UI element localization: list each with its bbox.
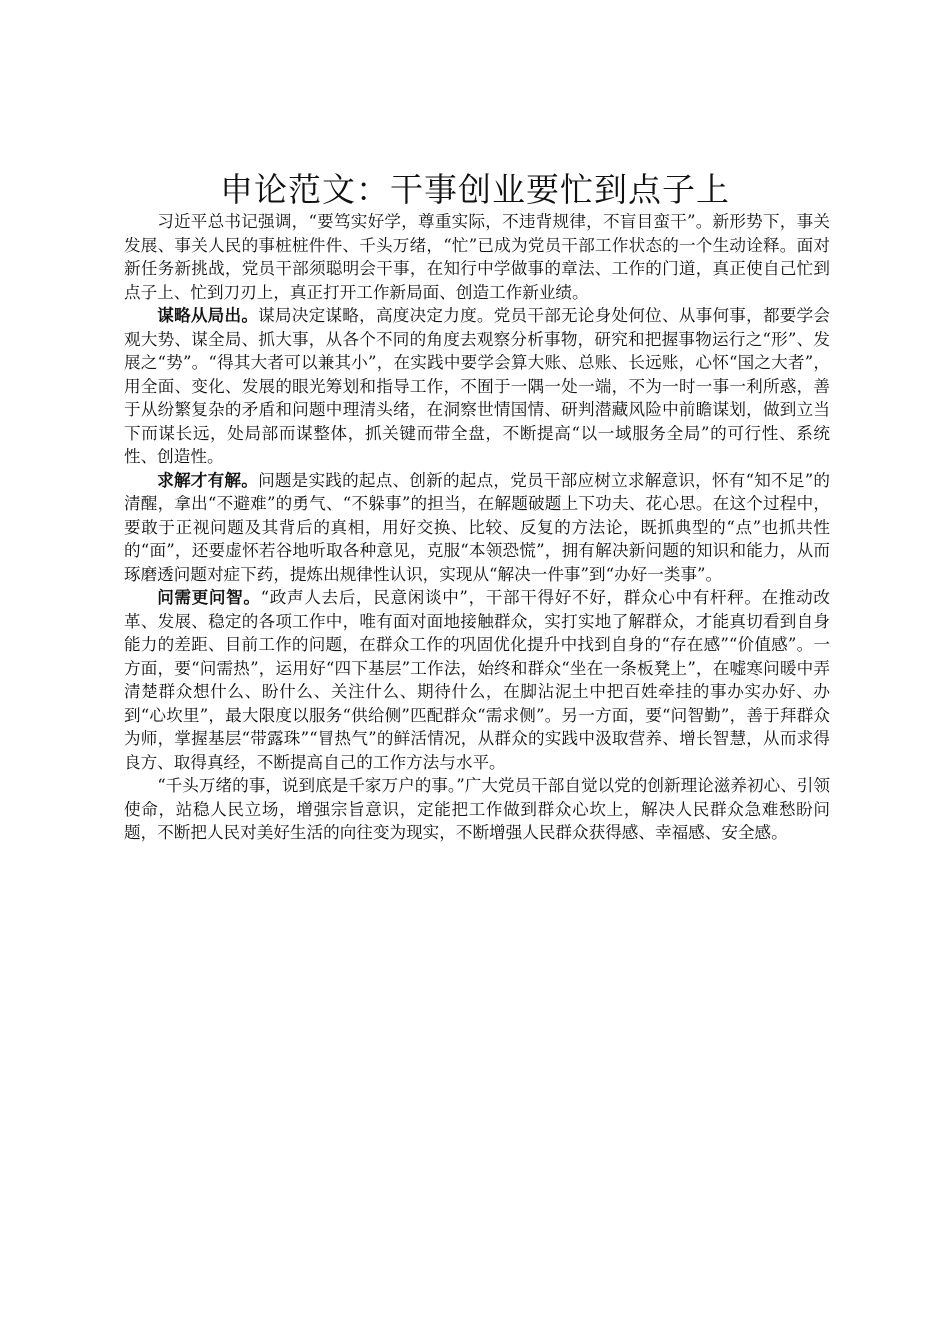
document-title: 申论范文：干事创业要忙到点子上 bbox=[220, 170, 730, 209]
document-body bbox=[124, 210, 830, 845]
paragraph-text: 谋局决定谋略，高度决定力度。党员干部无论身处何位、从事何事，都要学会观大势、谋全局、抓大事，从各个不同的角度去观察分析事物，研究和把握事物运行之“形”、发展之“势”。“得其大者可以兼其小”，在实践中要学会算大账、总账、长远账，心怀“国之大者”，用全面、变化、发展的眼光筹划和指导工作，不囿于一隅一处一端，不为一时一事一利所惑，善于从纷繁复杂的矛盾和问题中理清头绪，在洞察世情国情、研判潜藏风险中前瞻谋划，做到立当下而谋长远，处局部而谋整体，抓关键而带全盘，不断提高“以一域服务全局”的可行性、系统性、创造性。 bbox=[124, 306, 831, 466]
paragraph-strategy bbox=[124, 304, 830, 469]
paragraph-heading: 谋略从局出。 bbox=[157, 305, 259, 325]
paragraph-heading: 问需更问智。 bbox=[157, 587, 261, 607]
paragraph-text: “政声人去后，民意闲谈中”，干部干得好不好，群众心中有杆秤。在推动改革、发展、稳定的各项工作中，唯有面对面地接触群众，实打实地了解群众，才能真切看到自身能力的差距、目前工作的问题，在群众工作的巩固优化提升中找到自身的“存在感”“价值感”。一方面，要“问需热”，运用好“四下基层”工作法，始终和群众“坐在一条板凳上”，在嘘寒问暖中弄清楚群众想什么、盼什么、关注什么、期待什么，在脚沾泥土中把百姓牵挂的事办实办好、办到“心坎里”，最大限度以服务“供给侧”匹配群众“需求侧”。另一方面，要“问智勤”，善于拜群众为师，掌握基层“带露珠”“冒热气”的鲜活情况，从群众的实践中汲取营养、增长智慧，从而求得良方、取得真经，不断提高自己的工作方法与水平。 bbox=[124, 588, 830, 772]
paragraph-conclusion bbox=[124, 774, 830, 845]
paragraph-text: “千头万绪的事，说到底是千家万户的事。”广大党员干部自觉以党的创新理论滋养初心、引领使命，站稳人民立场，增强宗旨意识，定能把工作做到群众心坎上，解决人民群众急难愁盼问题，不断把人民对美好生活的向往变为现实，不断增强人民群众获得感、幸福感、安全感。 bbox=[124, 776, 830, 842]
paragraph-text: 习近平总书记强调，“要笃实好学，尊重实际，不违背规律，不盲目蛮干”。新形势下，事关发展、事关人民的事桩桩件件、千头万绪，“忙”已成为党员干部工作状态的一个生动诠释。面对新任务新挑战，党员干部须聪明会干事，在知行中学做事的章法、工作的门道，真正使自己忙到点子上、忙到刀刃上，真正打开工作新局面、创造工作新业绩。 bbox=[124, 212, 830, 302]
paragraph-heading: 求解才有解。 bbox=[157, 469, 259, 490]
paragraph-text: 问题是实践的起点、创新的起点，党员干部应树立求解意识，怀有“知不足”的清醒，拿出“不避难”的勇气、“不躲事”的担当，在解题破题上下功夫、花心思。在这个过程中，要敢于正视问题及其背后的真相，用好交换、比较、反复的方法论，既抓典型的“点”也抓共性的“面”，还要虚怀若谷地听取各种意见，克服“本领恐慌”，拥有解决新问题的知识和能力，从而琢磨透问题对症下药，提炼出规律性认识，实现从“解决一件事”到“办好一类事”。 bbox=[124, 470, 831, 584]
paragraph-intro bbox=[124, 210, 830, 304]
paragraph-problem-solving bbox=[124, 469, 830, 587]
paragraph-ask-people bbox=[124, 586, 830, 774]
